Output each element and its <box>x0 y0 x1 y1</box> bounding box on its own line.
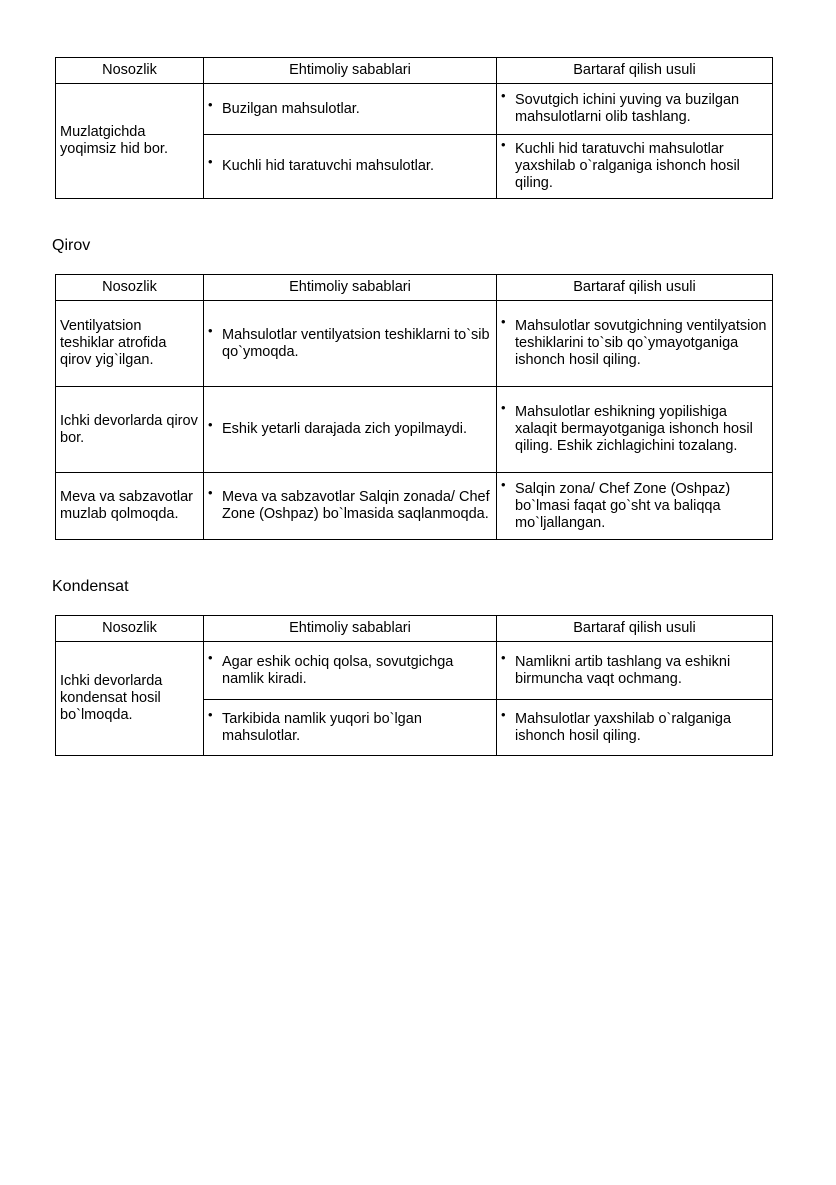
bullet-icon: • <box>208 485 213 500</box>
bullet-icon: • <box>208 706 213 722</box>
solution-cell <box>497 84 773 135</box>
header-causes: Ehtimoliy sabablari <box>204 616 497 642</box>
solution-text: Sovutgich ichini yuving va buzilgan mahsulotlarni olib tashlang. <box>515 92 740 125</box>
cause-cell <box>204 387 497 473</box>
solution-text: Salqin zona/ Chef Zone (Oshpaz) bo`lmasi faqat go`sht va baliqqa mo`ljallangan. <box>515 480 731 531</box>
bullet-icon: • <box>208 322 213 338</box>
cause-text: Meva va sabzavotlar Salqin zonada/ Chef Zone (Oshpaz) bo`lmasida saqlanmoqda. <box>222 489 490 522</box>
solution-cell <box>497 473 773 540</box>
solution-cell <box>497 135 773 199</box>
cause-cell <box>204 84 497 135</box>
cause-cell <box>204 700 497 756</box>
cause-text: Kuchli hid taratuvchi mahsulotlar. <box>222 158 434 174</box>
header-causes: Ehtimoliy sabablari <box>204 275 497 301</box>
header-causes: Ehtimoliy sabablari <box>204 58 497 84</box>
cause-text: Mahsulotlar ventilyatsion teshiklarni to`sib qo`ymoqda. <box>222 326 490 360</box>
cause-text: Agar eshik ochiq qolsa, sovutgichga namlik kiradi. <box>222 653 454 687</box>
solution-text: Mahsulotlar sovutgichning ventilyatsion teshiklarini to`sib qo`ymayotganiga ishonch hosil qiling. <box>515 318 767 368</box>
bullet-icon: • <box>501 400 506 415</box>
cause-text: Eshik yetarli darajada zich yopilmaydi. <box>222 421 467 437</box>
condensation-table <box>55 615 773 756</box>
issue-cell: Muzlatgichda yoqimsiz hid bor. <box>56 84 204 199</box>
bullet-icon: • <box>501 314 506 329</box>
bullet-icon: • <box>208 649 213 665</box>
solution-text: Namlikni artib tashlang va eshikni birmuncha vaqt ochmang. <box>515 653 731 687</box>
cause-text: Tarkibida namlik yuqori bo`lgan mahsulotlar. <box>222 710 422 744</box>
header-issue: Nosozlik <box>56 58 204 84</box>
cause-cell <box>204 301 497 387</box>
solution-cell <box>497 387 773 473</box>
header-solution: Bartaraf qilish usuli <box>497 58 773 84</box>
cause-cell <box>204 135 497 199</box>
bullet-icon: • <box>208 154 213 169</box>
bullet-icon: • <box>501 88 506 103</box>
issue-cell: Ventilyatsion teshiklar atrofida qirov yig`ilgan. <box>56 301 204 387</box>
solution-text: Mahsulotlar yaxshilab o`ralganiga ishonch hosil qiling. <box>515 710 732 744</box>
cause-cell <box>204 642 497 700</box>
frost-table <box>55 274 773 540</box>
solution-cell <box>497 301 773 387</box>
solution-text: Mahsulotlar eshikning yopilishiga xalaqit bermayotganiga ishonch hosil qiling. Eshik zichlagichini tozalang. <box>515 404 753 454</box>
issue-cell: Ichki devorlarda qirov bor. <box>56 387 204 473</box>
section-title-kondensat: Kondensat <box>52 578 129 595</box>
cause-cell <box>204 473 497 540</box>
issue-cell: Meva va sabzavotlar muzlab qolmoqda. <box>56 473 204 540</box>
solution-cell <box>497 642 773 700</box>
bullet-icon: • <box>208 96 213 112</box>
odor-table <box>55 57 773 199</box>
bullet-icon: • <box>501 137 506 152</box>
bullet-icon: • <box>208 417 213 432</box>
solution-cell <box>497 700 773 756</box>
bullet-icon: • <box>501 649 506 665</box>
issue-cell: Ichki devorlarda kondensat hosil bo`lmoqda. <box>56 642 204 756</box>
section-title-qirov: Qirov <box>52 237 91 254</box>
header-issue: Nosozlik <box>56 275 204 301</box>
solution-text: Kuchli hid taratuvchi mahsulotlar yaxshilab o`ralganiga ishonch hosil qiling. <box>515 141 740 191</box>
bullet-icon: • <box>501 706 506 722</box>
header-solution: Bartaraf qilish usuli <box>497 616 773 642</box>
header-issue: Nosozlik <box>56 616 204 642</box>
header-solution: Bartaraf qilish usuli <box>497 275 773 301</box>
bullet-icon: • <box>501 476 506 492</box>
cause-text: Buzilgan mahsulotlar. <box>222 100 360 117</box>
